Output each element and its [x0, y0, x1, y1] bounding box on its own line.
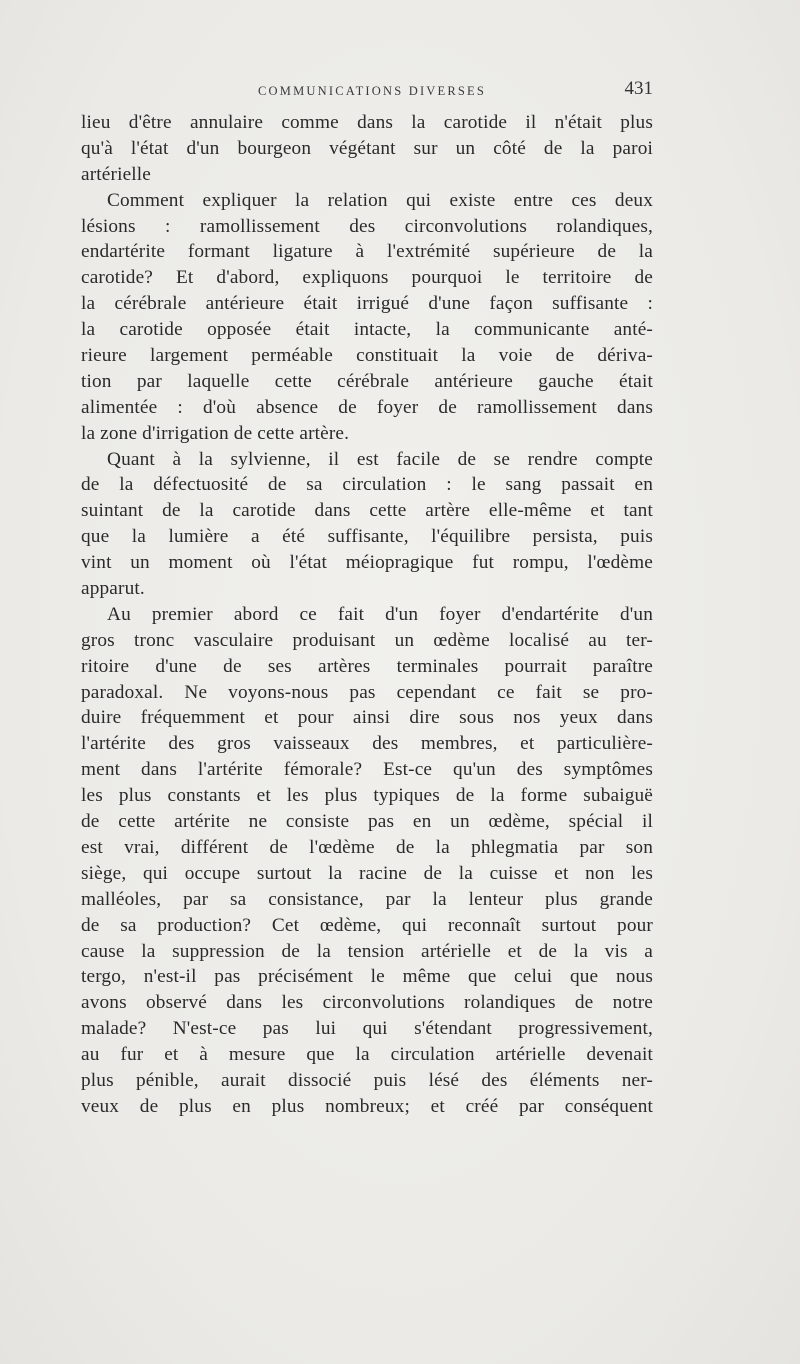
text-line: gros tronc vasculaire produisant un œdème localisé au ter-	[81, 629, 653, 651]
page-header	[258, 78, 653, 108]
text-line: carotide? Et d'abord, expliquons pourquoi le territoire de	[81, 267, 653, 289]
text-line: tergo, n'est-il pas précisément le même que celui que nous	[81, 966, 653, 988]
text-line: Quant à la sylvienne, il est facile de se rendre compte	[107, 448, 653, 470]
text-line: cause la suppression de la tension artérielle et de la vis a	[81, 940, 653, 962]
text-line: vint un moment où l'état méiopragique fut rompu, l'œdème	[81, 552, 653, 574]
text-line: les plus constants et les plus typiques de la forme subaiguë	[81, 785, 653, 807]
text-line: la carotide opposée était intacte, la communicante anté-	[81, 319, 653, 341]
text-line: la zone d'irrigation de cette artère.	[81, 422, 350, 444]
text-line: l'artérite des gros vaisseaux des membres, et particulière-	[81, 733, 653, 755]
text-line: tion par laquelle cette cérébrale antérieure gauche était	[81, 370, 653, 392]
text-line: de sa production? Cet œdème, qui reconnaît surtout pour	[81, 914, 653, 936]
text-line: qu'à l'état d'un bourgeon végétant sur un côté de la paroi	[81, 137, 653, 159]
text-line: lésions : ramollissement des circonvolutions rolandiques,	[81, 215, 653, 237]
text-line: malléoles, par sa consistance, par la lenteur plus grande	[81, 888, 653, 910]
text-line: duire fréquemment et pour ainsi dire sous nos yeux dans	[81, 707, 653, 729]
text-line: est vrai, différent de l'œdème de la phlegmatia par son	[81, 836, 653, 858]
text-line: rieure largement perméable constituait la voie de dériva-	[81, 345, 653, 367]
text-line: siège, qui occupe surtout la racine de la cuisse et non les	[81, 862, 653, 884]
text-line: apparut.	[81, 578, 145, 600]
running-title: COMMUNICATIONS DIVERSES	[258, 84, 487, 98]
text-line: ritoire d'une de ses artères terminales pourrait paraître	[81, 655, 653, 677]
text-line: que la lumière a été suffisante, l'équilibre persista, puis	[81, 526, 653, 548]
page-number: 431	[624, 78, 653, 99]
text-line: malade? N'est-ce pas lui qui s'étendant progressivement,	[81, 1018, 653, 1040]
text-line: alimentée : d'où absence de foyer de ramollissement dans	[81, 396, 653, 418]
text-line: de cette artérite ne consiste pas en un œdème, spécial il	[81, 811, 653, 833]
text-line: Comment expliquer la relation qui existe entre ces deux	[107, 189, 653, 211]
text-line: lieu d'être annulaire comme dans la carotide il n'était plus	[81, 112, 653, 133]
body-text	[81, 110, 653, 1120]
text-line: Au premier abord ce fait d'un foyer d'endartérite d'un	[107, 603, 653, 625]
text-line: avons observé dans les circonvolutions rolandiques de notre	[81, 992, 653, 1014]
text-line: artérielle	[81, 163, 152, 185]
text-line: paradoxal. Ne voyons-nous pas cependant ce fait se pro-	[81, 681, 653, 703]
text-line: de la défectuosité de sa circulation : le sang passait en	[81, 474, 653, 496]
text-line: veux de plus en plus nombreux; et créé par conséquent	[81, 1095, 653, 1117]
text-line: au fur et à mesure que la circulation artérielle devenait	[81, 1044, 653, 1066]
text-line: la cérébrale antérieure était irrigué d'une façon suffisante :	[81, 293, 653, 315]
text-line: endartérite formant ligature à l'extrémité supérieure de la	[81, 241, 653, 263]
text-line: plus pénible, aurait dissocié puis lésé des éléments ner-	[81, 1069, 653, 1091]
text-line: suintant de la carotide dans cette artère elle-même et tant	[81, 500, 653, 522]
text-line: ment dans l'artérite fémorale? Est-ce qu'un des symptômes	[81, 759, 653, 781]
